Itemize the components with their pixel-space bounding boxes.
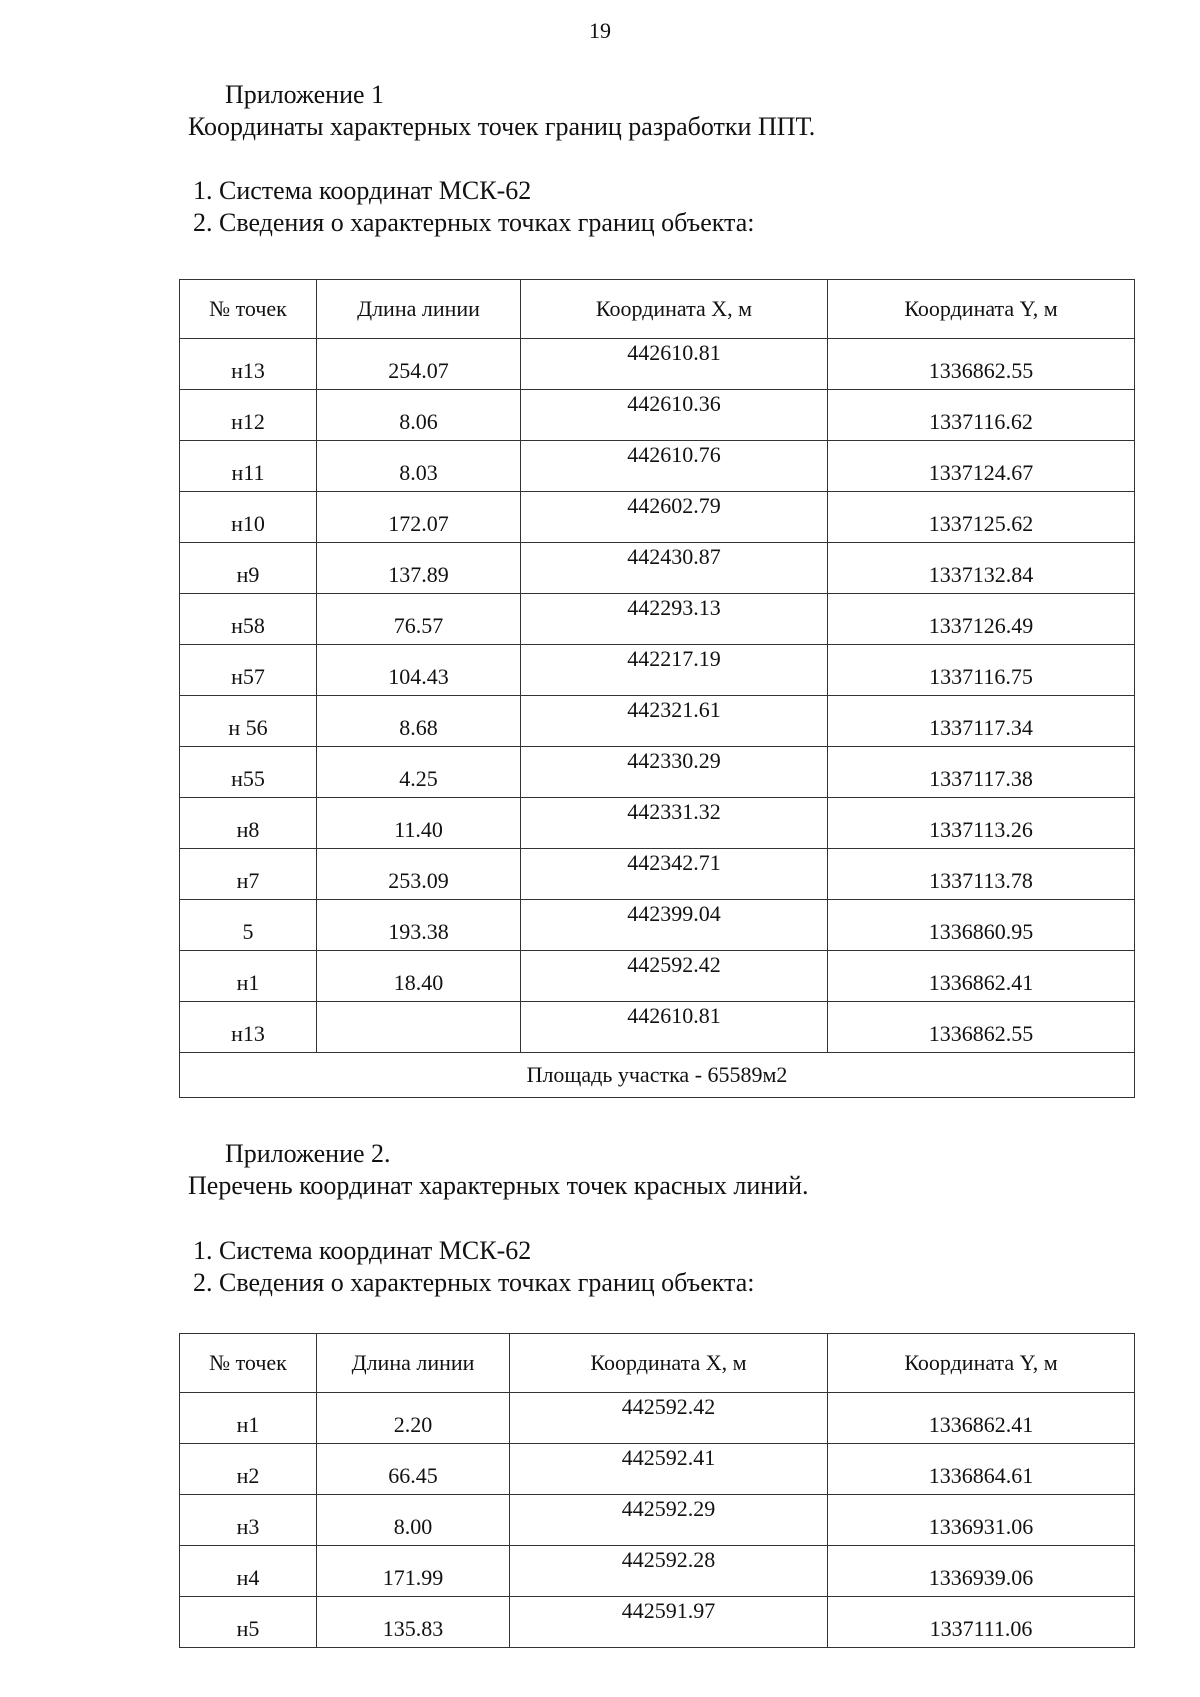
point-number-cell: н55: [180, 747, 317, 798]
coordinate-x-cell: 442591.97: [510, 1597, 828, 1648]
appendix-2-subtitle: Перечень координат характерных точек красных линий.: [188, 1171, 809, 1200]
line-length-cell: [317, 1002, 521, 1053]
table-row: [180, 798, 1135, 849]
point-number-cell: н1: [180, 951, 317, 1002]
appendix-2-item-boundary-points: 2. Сведения о характерных точках границ объекта:: [193, 1268, 755, 1297]
coordinate-x-cell: 442293.13: [521, 594, 828, 645]
coordinate-y-cell: 1336939.06: [828, 1546, 1135, 1597]
coordinate-x-cell: 442610.81: [521, 339, 828, 390]
table-row: [180, 951, 1135, 1002]
table-row: [180, 441, 1135, 492]
table-row: [180, 696, 1135, 747]
coordinate-x-cell: 442610.36: [521, 390, 828, 441]
line-length-cell: 8.68: [317, 696, 521, 747]
line-length-cell: 254.07: [317, 339, 521, 390]
table-row: [180, 339, 1135, 390]
header-coordinate-y: Координата Y, м: [828, 280, 1135, 339]
table-row: [180, 492, 1135, 543]
coordinate-y-cell: 1336931.06: [828, 1495, 1135, 1546]
line-length-cell: 137.89: [317, 543, 521, 594]
coordinate-y-cell: 1337116.75: [828, 645, 1135, 696]
coordinate-y-cell: 1337113.78: [828, 849, 1135, 900]
table-row: [180, 1444, 1135, 1495]
coordinate-y-cell: 1336862.55: [828, 1002, 1135, 1053]
table-row: [180, 900, 1135, 951]
coordinate-y-cell: 1336862.55: [828, 339, 1135, 390]
point-number-cell: 5: [180, 900, 317, 951]
table-row: [180, 849, 1135, 900]
point-number-cell: н3: [180, 1495, 317, 1546]
point-number-cell: н13: [180, 1002, 317, 1053]
point-number-cell: н9: [180, 543, 317, 594]
line-length-cell: 66.45: [317, 1444, 510, 1495]
header-point-number: № точек: [180, 1334, 317, 1393]
line-length-cell: 135.83: [317, 1597, 510, 1648]
coordinate-y-cell: 1336862.41: [828, 951, 1135, 1002]
table-header-row: [180, 1334, 1135, 1393]
line-length-cell: 76.57: [317, 594, 521, 645]
coordinate-y-cell: 1336860.95: [828, 900, 1135, 951]
appendix-1-item-boundary-points: 2. Сведения о характерных точках границ объекта:: [193, 208, 755, 237]
header-coordinate-x: Координата X, м: [521, 280, 828, 339]
coordinate-x-cell: 442342.71: [521, 849, 828, 900]
line-length-cell: 172.07: [317, 492, 521, 543]
table-row: [180, 390, 1135, 441]
coordinate-x-cell: 442592.29: [510, 1495, 828, 1546]
line-length-cell: 8.06: [317, 390, 521, 441]
coordinate-x-cell: 442610.81: [521, 1002, 828, 1053]
coordinate-x-cell: 442399.04: [521, 900, 828, 951]
line-length-cell: 253.09: [317, 849, 521, 900]
coordinate-x-cell: 442330.29: [521, 747, 828, 798]
coordinate-y-cell: 1337126.49: [828, 594, 1135, 645]
table-row: [180, 747, 1135, 798]
point-number-cell: н13: [180, 339, 317, 390]
coordinate-y-cell: 1337113.26: [828, 798, 1135, 849]
coordinate-y-cell: 1337111.06: [828, 1597, 1135, 1648]
point-number-cell: н7: [180, 849, 317, 900]
coordinate-y-cell: 1336864.61: [828, 1444, 1135, 1495]
point-number-cell: н57: [180, 645, 317, 696]
table-row: [180, 1393, 1135, 1444]
coordinate-x-cell: 442592.42: [510, 1393, 828, 1444]
appendix-1-title: Приложение 1: [225, 80, 385, 109]
point-number-cell: н11: [180, 441, 317, 492]
point-number-cell: н 56: [180, 696, 317, 747]
appendix-2-item-coordinate-system: 1. Система координат МСК-62: [193, 1236, 532, 1265]
line-length-cell: 8.00: [317, 1495, 510, 1546]
point-number-cell: н8: [180, 798, 317, 849]
coordinate-x-cell: 442610.76: [521, 441, 828, 492]
header-line-length: Длина линии: [317, 280, 521, 339]
coordinate-y-cell: 1337117.34: [828, 696, 1135, 747]
appendix-2-coordinates-table: [179, 1333, 1135, 1648]
point-number-cell: н4: [180, 1546, 317, 1597]
coordinate-x-cell: 442592.28: [510, 1546, 828, 1597]
coordinate-x-cell: 442602.79: [521, 492, 828, 543]
line-length-cell: 18.40: [317, 951, 521, 1002]
table-row: [180, 1546, 1135, 1597]
header-coordinate-x: Координата X, м: [510, 1334, 828, 1393]
coordinate-y-cell: 1337117.38: [828, 747, 1135, 798]
table-row: [180, 645, 1135, 696]
point-number-cell: н10: [180, 492, 317, 543]
coordinate-y-cell: 1337125.62: [828, 492, 1135, 543]
table-row: [180, 594, 1135, 645]
table-row: [180, 543, 1135, 594]
appendix-2-title: Приложение 2.: [225, 1139, 391, 1168]
header-line-length: Длина линии: [317, 1334, 510, 1393]
coordinate-y-cell: 1337116.62: [828, 390, 1135, 441]
coordinate-x-cell: 442321.61: [521, 696, 828, 747]
point-number-cell: н2: [180, 1444, 317, 1495]
table-summary-row: [180, 1053, 1135, 1098]
coordinate-x-cell: 442217.19: [521, 645, 828, 696]
line-length-cell: 11.40: [317, 798, 521, 849]
coordinate-y-cell: 1337124.67: [828, 441, 1135, 492]
header-coordinate-y: Координата Y, м: [828, 1334, 1135, 1393]
appendix-1-coordinates-table: [179, 279, 1135, 1098]
table-header-row: [180, 280, 1135, 339]
line-length-cell: 8.03: [317, 441, 521, 492]
line-length-cell: 2.20: [317, 1393, 510, 1444]
coordinate-y-cell: 1336862.41: [828, 1393, 1135, 1444]
coordinate-x-cell: 442430.87: [521, 543, 828, 594]
line-length-cell: 104.43: [317, 645, 521, 696]
point-number-cell: н1: [180, 1393, 317, 1444]
header-point-number: № точек: [180, 280, 317, 339]
table-row: [180, 1002, 1135, 1053]
table-row: [180, 1597, 1135, 1648]
coordinate-x-cell: 442592.41: [510, 1444, 828, 1495]
coordinate-x-cell: 442592.42: [521, 951, 828, 1002]
area-summary: Площадь участка - 65589м2: [180, 1053, 1135, 1098]
coordinate-x-cell: 442331.32: [521, 798, 828, 849]
line-length-cell: 4.25: [317, 747, 521, 798]
point-number-cell: н5: [180, 1597, 317, 1648]
line-length-cell: 171.99: [317, 1546, 510, 1597]
coordinate-y-cell: 1337132.84: [828, 543, 1135, 594]
page-number: 19: [589, 18, 611, 43]
appendix-1-subtitle: Координаты характерных точек границ разработки ППТ.: [188, 112, 816, 141]
point-number-cell: н58: [180, 594, 317, 645]
appendix-1-item-coordinate-system: 1. Система координат МСК-62: [193, 176, 532, 205]
point-number-cell: н12: [180, 390, 317, 441]
table-row: [180, 1495, 1135, 1546]
line-length-cell: 193.38: [317, 900, 521, 951]
